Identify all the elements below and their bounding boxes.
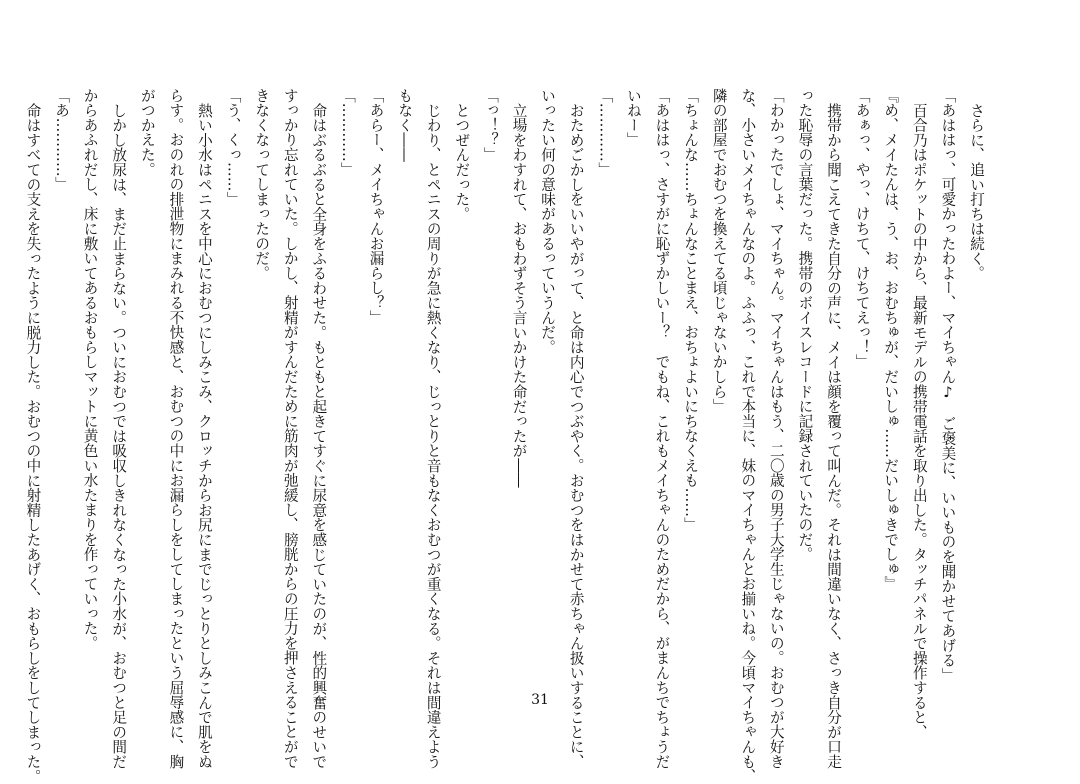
page-number: 31	[531, 692, 549, 708]
text-line: からあふれだし、床に敷いてあるおもらしマットに黄色い水たまりを作っていった。	[81, 88, 99, 651]
text-line: じわり、とペニスの周りが急に熱くなり、じっとりと音もなくおむつが重くなる。それは間違えよう	[424, 103, 442, 769]
text-line: 『め、メイたんは、う、お、おむちゅが、だいしゅ……だいしゅきでしゅ』	[882, 88, 900, 592]
text-line: おためごかしをいいやがって、と命は内心でつぶやく。おむつをはかせて赤ちゃん扱いすることに、	[567, 103, 585, 769]
text-line: 「っ！？」	[481, 88, 499, 162]
text-line: すっかり忘れていた。しかし、射精がすんだために筋肉が弛緩し、膀胱からの圧力を押さえることがで	[281, 88, 299, 769]
text-line: 隣の部屋でおむつを換えてる頃じゃないかしら」	[710, 88, 728, 414]
text-line: 命はすべての支えを失ったように脱力した。おむつの中に射精したあげく、おもらしをしてしまった。	[24, 103, 42, 784]
text-line: がつかえた。	[138, 88, 156, 177]
text-line: 命はぶるぶると全身をふるわせた。もともと起きてすぐに尿意を感じていたのが、性的興奮のせいで	[310, 103, 328, 769]
text-line: きなくなってしまったのだ。	[253, 88, 271, 281]
text-line: 「…………」	[338, 88, 356, 177]
text-line: とつぜんだった。	[453, 103, 471, 222]
text-line: 熱い小水はペニスを中心におむつにしみこみ、クロッチからお尻にまでじっとりとしみこんで肌をぬ	[195, 103, 213, 769]
text-line: 「あははっ、可愛かったわよー、マイちゃん♪ ご褒美に、いいものを聞かせてあげる」	[939, 88, 957, 683]
text-line: 「あぁっ、やっ、けちて、けちてえっ！」	[853, 88, 871, 370]
text-line: 携帯から聞こえてきた自分の声に、メイは顔を覆って叫んだ。それは間違いなく、さっき自分が口走	[825, 103, 843, 769]
text-line: いねー」	[624, 88, 642, 148]
text-line: 「う、くっ……」	[224, 88, 242, 207]
text-line: らす。おのれの排泄物にまみれる不快感と、おむつの中にお漏らしをしてしまったという屈辱感に、胸	[167, 88, 185, 769]
text-line: った恥辱の言葉だった。携帯のボイスレコードに記録されていたのだ。	[796, 88, 814, 562]
text-line: な、小さいメイちゃんなのよ。ふふっ、これで本当に、妹のマイちゃんとお揃いね。今頃マイちゃんも、	[739, 88, 757, 784]
text-line: もなく――	[396, 88, 414, 162]
text-line: いったい何の意味があるっていうんだ。	[539, 88, 557, 355]
text-line: 「あ…………」	[53, 88, 70, 192]
text-line: 「あらー、メイちゃんお漏らし？」	[367, 88, 385, 325]
text-line: 「…………」	[596, 88, 614, 177]
text-line: しかし放尿は、まだ止まらない。ついにおむつでは吸収しきれなくなった小水が、おむつと足の間だ	[110, 103, 128, 769]
text-line: さらに、追い打ちは続く。	[968, 103, 985, 281]
text-line: 「わかったでしょ、マイちゃん。マイちゃんはもう、二〇歳の男子大学生じゃないの。おむつが大好き	[767, 88, 785, 769]
text-line: 立場をわすれて、おもわずそう言いかけた命だったが――	[510, 103, 528, 488]
text-line: 百合乃はポケットの中から、最新モデルの携帯電話を取り出した。タッチパネルで操作すると、	[910, 103, 928, 740]
text-line: 「ちょんな……ちょんなことまえ、おちょよいにちなくえも……」	[682, 88, 700, 532]
text-line: 「あははっ、さすがに恥ずかしいー？ でもね、これもメイちゃんのためだから、がまんちでちょうだ	[653, 88, 671, 769]
